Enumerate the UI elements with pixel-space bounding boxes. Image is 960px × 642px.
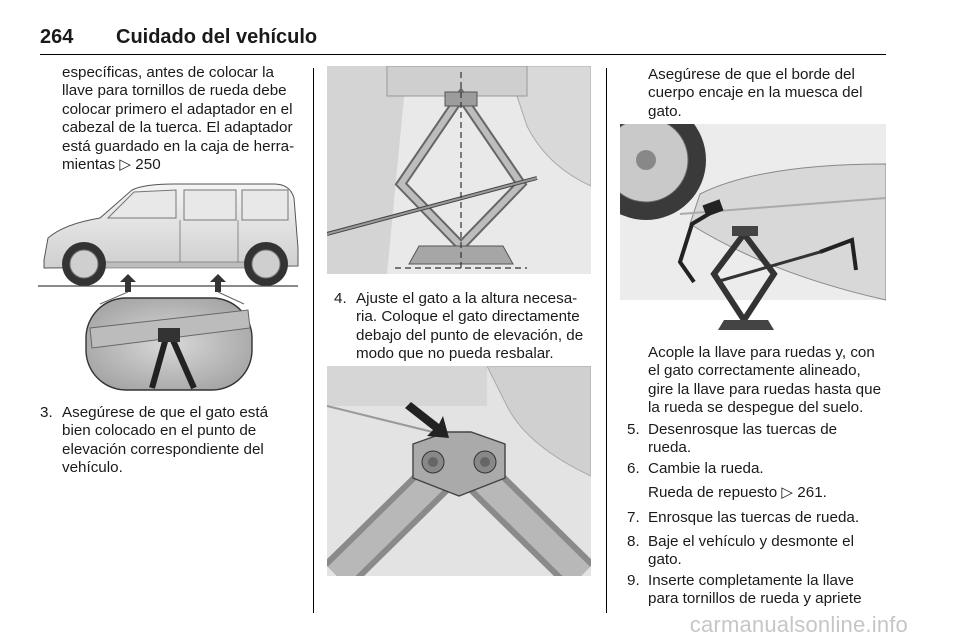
step-7-number: 7. xyxy=(627,509,640,526)
figure-car-lift-points xyxy=(34,178,302,392)
text-line: elevación correspondiente del xyxy=(62,440,264,458)
text-line: Ajuste el gato a la altura necesa- xyxy=(356,290,578,307)
step-7-text xyxy=(648,509,888,527)
text-line: Enrosque las tuercas de rueda. xyxy=(648,509,860,526)
text-line: vehículo. xyxy=(62,459,123,477)
text-line: específicas, antes de colocar la xyxy=(62,64,274,81)
step-4-text xyxy=(356,290,598,364)
text-line: Asegúrese de que el gato está xyxy=(62,404,269,421)
text-line: mientas ▷ 250 xyxy=(62,156,161,174)
text-line: Inserte completamente la llave xyxy=(648,572,854,589)
step-6-text xyxy=(648,460,888,478)
step-6-reference: Rueda de repuesto ▷ 261. xyxy=(648,484,827,501)
text-line: bien colocado en el punto de xyxy=(62,422,257,440)
col3-crank-text xyxy=(648,344,894,418)
page-header xyxy=(40,22,886,55)
text-line: la rueda se despegue del suelo. xyxy=(648,399,864,417)
text-line: debajo del punto de elevación, de xyxy=(356,326,584,344)
step-6-number: 6. xyxy=(627,460,640,477)
column-divider-right xyxy=(606,68,607,613)
text-line: gato. xyxy=(648,551,682,569)
text-line: Cambie la rueda. xyxy=(648,460,764,477)
page-number: 264 xyxy=(40,26,74,48)
figure-jack-head-detail xyxy=(327,366,591,576)
column-divider-left xyxy=(313,68,314,613)
text-line: llave para tornillos de rueda debe xyxy=(62,82,287,100)
col3-intro-text xyxy=(648,66,888,121)
step-8-number: 8. xyxy=(627,533,640,550)
text-line: cabezal de la tuerca. El adaptador xyxy=(62,119,293,137)
step-3-number: 3. xyxy=(40,404,53,421)
step-5-text xyxy=(648,421,888,458)
text-line: Asegúrese de que el borde del xyxy=(648,66,855,83)
step-9-number: 9. xyxy=(627,572,640,589)
step-8-text xyxy=(648,533,888,570)
text-line: Desenrosque las tuercas de xyxy=(648,421,838,438)
watermark: carmanualsonline.info xyxy=(689,612,908,637)
col1-intro-text xyxy=(62,64,302,174)
step-4-number: 4. xyxy=(334,290,347,307)
text-line: cuerpo encaje en la muesca del xyxy=(648,84,863,102)
text-line: modo que no pueda resbalar. xyxy=(356,345,554,363)
text-line: Baje el vehículo y desmonte el xyxy=(648,533,854,550)
text-line: está guardado en la caja de herra- xyxy=(62,137,295,155)
text-line: colocar primero el adaptador en el xyxy=(62,100,293,118)
figure-jack-alignment xyxy=(327,66,591,274)
section-title: Cuidado del vehículo xyxy=(116,26,318,48)
text-line: para tornillos de rueda y apriete xyxy=(648,590,862,608)
step-3-text xyxy=(62,404,302,478)
text-line: gato. xyxy=(648,102,682,120)
text-line: gire la llave para ruedas hasta que xyxy=(648,380,882,398)
text-line: Acople la llave para ruedas y, con xyxy=(648,344,875,361)
text-line: el gato correctamente alineado, xyxy=(648,362,861,380)
step-9-text xyxy=(648,572,888,609)
step-5-number: 5. xyxy=(627,421,640,438)
figure-jack-with-wrench xyxy=(620,124,886,334)
text-line: rueda. xyxy=(648,439,692,457)
text-line: ria. Coloque el gato directamente xyxy=(356,308,580,326)
